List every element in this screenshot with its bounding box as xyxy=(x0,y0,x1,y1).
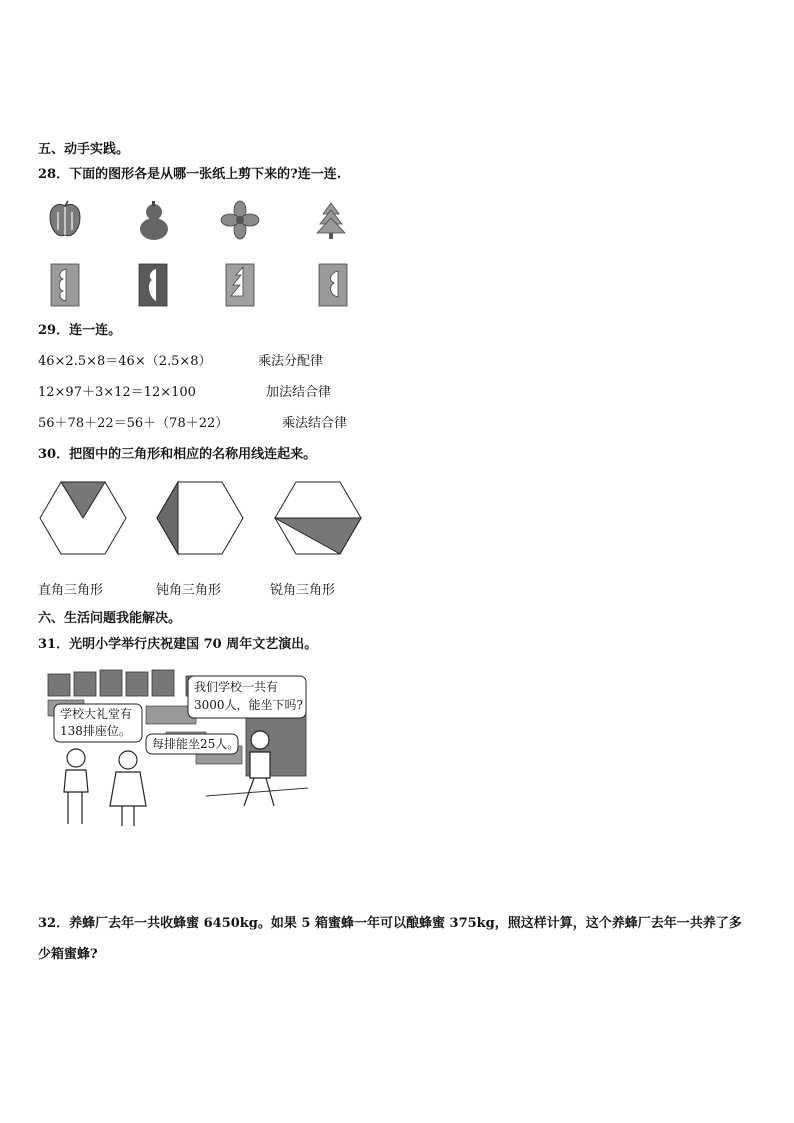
law-2: 加法结合律 xyxy=(266,385,332,400)
bubble-text-4: 我们学校一共有 xyxy=(194,680,279,694)
section-title-6: 六、生活问题我能解决。 xyxy=(38,611,182,626)
auditorium-illustration xyxy=(46,666,310,834)
folded-paper-1-icon xyxy=(50,263,80,307)
folded-paper-2-icon xyxy=(138,263,168,307)
bubble-text-5: 3000人，能坐下吗? xyxy=(194,698,303,712)
equation-1: 46×2.5×8＝46×（2.5×8） xyxy=(38,354,212,369)
gourd-icon xyxy=(138,200,170,242)
bubble-text-3: 每排能坐25人。 xyxy=(152,737,240,751)
flower-icon xyxy=(220,200,260,240)
question-32-line-2: 少箱蜜蜂? xyxy=(38,947,98,962)
section-title-5: 五、动手实践。 xyxy=(38,142,130,157)
question-30: 30．把图中的三角形和相应的名称用线连起来。 xyxy=(38,447,317,462)
folded-paper-4-icon xyxy=(318,263,348,307)
law-3: 乘法结合律 xyxy=(282,416,348,431)
hexagon-figure-3 xyxy=(273,480,363,556)
bubble-text-2: 138排座位。 xyxy=(60,724,131,738)
equation-2: 12×97＋3×12＝12×100 xyxy=(38,385,196,400)
question-29: 29．连一连。 xyxy=(38,323,122,338)
bubble-text-1: 学校大礼堂有 xyxy=(60,707,133,721)
tree-icon xyxy=(314,202,348,240)
hexagon-figure-2 xyxy=(155,480,245,556)
label-obtuse-triangle: 钝角三角形 xyxy=(156,583,222,598)
hexagon-figure-1 xyxy=(38,480,128,556)
equation-3: 56＋78＋22＝56＋（78＋22） xyxy=(38,416,229,431)
label-acute-triangle: 锐角三角形 xyxy=(270,583,336,598)
law-1: 乘法分配律 xyxy=(258,354,324,369)
question-32-line-1: 32．养蜂厂去年一共收蜂蜜 6450kg。如果 5 箱蜜蜂一年可以酿蜂蜜 375kg，照这样计算，这个养蜂厂去年一共养了多 xyxy=(38,916,742,931)
apple-icon xyxy=(48,200,82,240)
question-31: 31．光明小学举行庆祝建国 70 周年文艺演出。 xyxy=(38,637,318,652)
folded-paper-3-icon xyxy=(225,263,255,307)
question-28: 28．下面的图形各是从哪一张纸上剪下来的?连一连. xyxy=(38,167,342,182)
label-right-triangle: 直角三角形 xyxy=(38,583,104,598)
